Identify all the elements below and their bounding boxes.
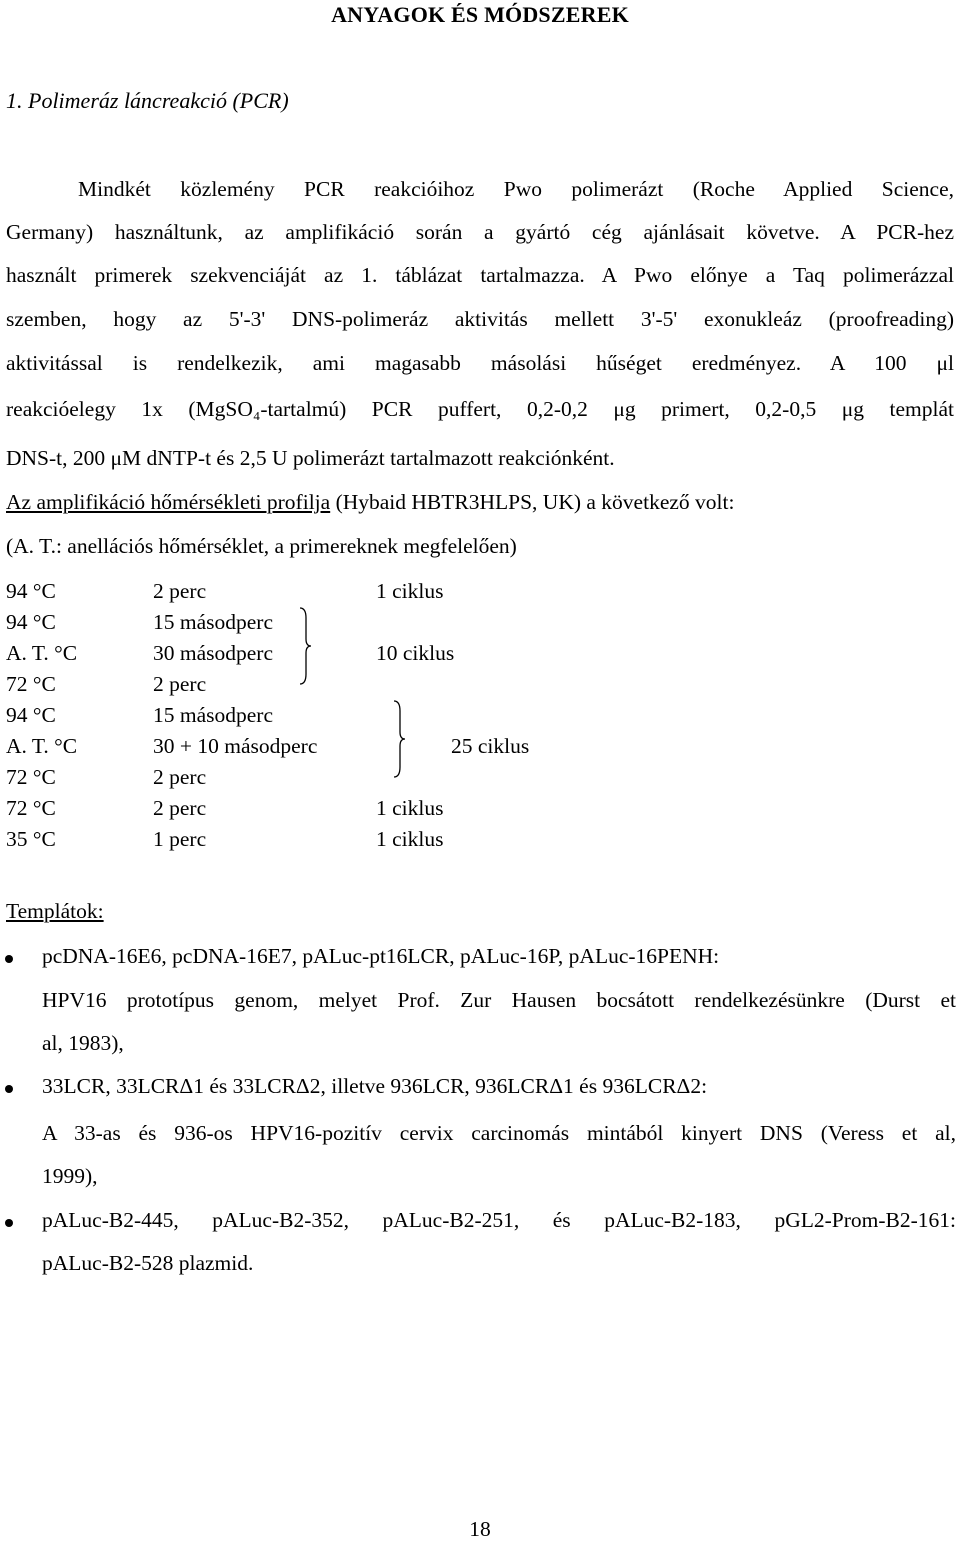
- paragraph-line: reakcióelegy 1x (MgSO₄-tartalmú) PCR puffert, 0,2-0,2 μg primert, 0,2-0,5 μg templát: [6, 397, 954, 421]
- profile-intro-rest: (Hybaid HBTR3HLPS, UK) a következő volt:: [330, 490, 735, 514]
- profile-cycles: 1 ciklus: [376, 796, 444, 820]
- paragraph-line: DNS-t, 200 μM dNTP-t és 2,5 U polimerázt tartalmazott reakciónként.: [6, 446, 615, 470]
- profile-cycles: 1 ciklus: [376, 827, 444, 851]
- template-description: al, 1983),: [42, 1031, 124, 1055]
- profile-temperature: A. T. °C: [6, 734, 78, 758]
- profile-temperature: 94 °C: [6, 610, 56, 634]
- bullet-icon: [5, 955, 13, 963]
- templates-heading: Templátok:: [6, 899, 104, 923]
- profile-duration: 2 perc: [153, 796, 207, 820]
- profile-duration: 2 perc: [153, 672, 207, 696]
- profile-note: (A. T.: anellációs hőmérséklet, a primereknek megfelelően): [6, 534, 517, 558]
- section-title: 1. Polimeráz láncreakció (PCR): [6, 88, 289, 113]
- profile-intro: [6, 489, 734, 515]
- profile-temperature: A. T. °C: [6, 641, 78, 665]
- profile-temperature: 35 °C: [6, 827, 56, 851]
- cycle-brace-25: [392, 699, 406, 779]
- profile-intro-underlined: Az amplifikáció hőmérsékleti profilja: [6, 490, 331, 514]
- paragraph-line: aktivitással is rendelkezik, ami magasabb másolási hűséget eredményez. A 100 μl: [6, 351, 954, 375]
- profile-duration: 1 perc: [153, 827, 207, 851]
- profile-duration: 2 perc: [153, 765, 207, 789]
- bullet-icon: [5, 1085, 13, 1093]
- template-description: pALuc-B2-528 plazmid.: [42, 1251, 254, 1275]
- page-number: 18: [469, 1517, 491, 1541]
- profile-duration: 15 másodperc: [153, 610, 274, 634]
- template-name: 33LCR, 33LCRΔ1 és 33LCRΔ2, illetve 936LCR, 936LCRΔ1 és 936LCRΔ2:: [42, 1074, 708, 1098]
- profile-duration: 30 másodperc: [153, 641, 274, 665]
- template-name: pcDNA-16E6, pcDNA-16E7, pALuc-pt16LCR, pALuc-16P, pALuc-16PENH:: [42, 944, 720, 968]
- page-heading: ANYAGOK ÉS MÓDSZEREK: [331, 2, 629, 27]
- paragraph-line: Mindkét közlemény PCR reakcióihoz Pwo polimerázt (Roche Applied Science,: [78, 177, 954, 201]
- profile-cycles: 10 ciklus: [376, 641, 455, 665]
- template-description: 1999),: [42, 1164, 98, 1188]
- profile-duration: 2 perc: [153, 579, 207, 603]
- paragraph-line: használt primerek szekvenciáját az 1. táblázat tartalmazza. A Pwo előnye a Taq polimerázzal: [6, 263, 954, 287]
- template-description: A 33-as és 936-os HPV16-pozitív cervix carcinomás mintából kinyert DNS (Veress et al,: [42, 1121, 956, 1145]
- paragraph-line: Germany) használtunk, az amplifikáció során a gyártó cég ajánlásait követve. A PCR-hez: [6, 220, 954, 244]
- template-name: pALuc-B2-445, pALuc-B2-352, pALuc-B2-251, és pALuc-B2-183, pGL2-Prom-B2-161:: [42, 1208, 956, 1232]
- profile-cycles: 1 ciklus: [376, 579, 444, 603]
- template-description: HPV16 prototípus genom, melyet Prof. Zur Hausen bocsátott rendelkezésünkre (Durst et: [42, 988, 956, 1012]
- profile-duration: 30 + 10 másodperc: [153, 734, 318, 758]
- profile-temperature: 94 °C: [6, 579, 56, 603]
- profile-temperature: 72 °C: [6, 796, 56, 820]
- cycle-brace-10: [298, 606, 312, 686]
- paragraph-line: szemben, hogy az 5'-3' DNS-polimeráz aktivitás mellett 3'-5' exonukleáz (proofreading): [6, 307, 954, 331]
- bullet-icon: [5, 1219, 13, 1227]
- profile-temperature: 94 °C: [6, 703, 56, 727]
- profile-temperature: 72 °C: [6, 672, 56, 696]
- profile-duration: 15 másodperc: [153, 703, 274, 727]
- profile-cycles: 25 ciklus: [451, 734, 530, 758]
- profile-temperature: 72 °C: [6, 765, 56, 789]
